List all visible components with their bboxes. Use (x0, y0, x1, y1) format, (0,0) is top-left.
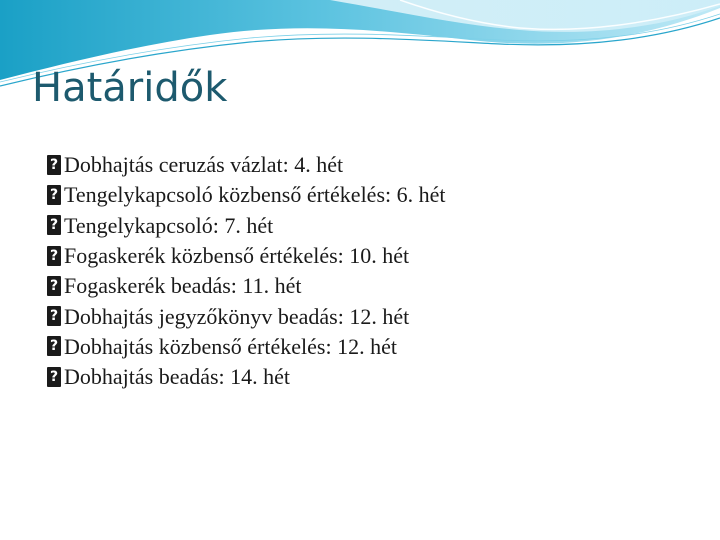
list-item (46, 180, 446, 210)
slide-title: Határidők (32, 65, 228, 111)
list-item (46, 150, 446, 180)
replacement-glyph-icon (46, 215, 63, 236)
list-item (46, 211, 446, 241)
replacement-glyph-icon (46, 276, 63, 297)
replacement-glyph-icon (46, 306, 63, 327)
replacement-glyph-icon (46, 367, 63, 388)
replacement-glyph-icon (46, 185, 63, 206)
list-item-text: Dobhajtás ceruzás vázlat: 4. hét (64, 152, 344, 178)
list-item-text: Tengelykapcsoló közbenső értékelés: 6. hét (64, 182, 446, 208)
replacement-glyph-icon (46, 336, 63, 357)
list-item (46, 301, 446, 331)
list-item (46, 241, 446, 271)
replacement-glyph-icon (46, 246, 63, 267)
deadline-list (46, 150, 446, 392)
list-item-text: Dobhajtás beadás: 14. hét (64, 364, 291, 390)
list-item (46, 271, 446, 301)
list-item (46, 332, 446, 362)
list-item-text: Fogaskerék beadás: 11. hét (64, 273, 302, 299)
list-item-text: Tengelykapcsoló: 7. hét (64, 212, 274, 238)
list-item (46, 362, 446, 392)
replacement-glyph-icon (46, 155, 63, 176)
list-item-text: Fogaskerék közbenső értékelés: 10. hét (64, 243, 410, 269)
list-item-text: Dobhajtás közbenső értékelés: 12. hét (64, 333, 397, 359)
list-item-text: Dobhajtás jegyzőkönyv beadás: 12. hét (64, 303, 410, 329)
